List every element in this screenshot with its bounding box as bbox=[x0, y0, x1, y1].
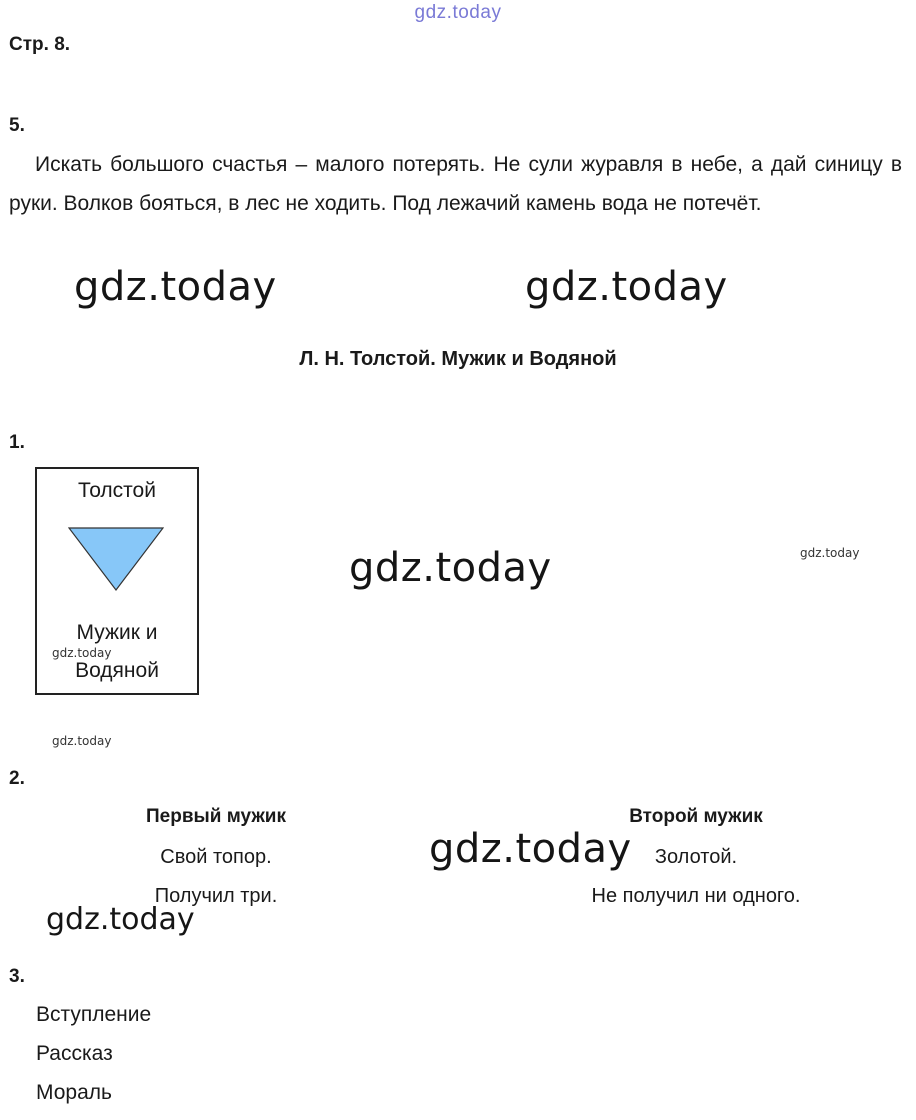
watermark: gdz.today bbox=[525, 264, 728, 310]
list-item: Вступление bbox=[36, 1003, 152, 1026]
triangle-shape bbox=[68, 527, 164, 591]
section-title: Л. Н. Толстой. Мужик и Водяной bbox=[299, 348, 617, 370]
cover-title-line1: Мужик и bbox=[76, 621, 158, 644]
book-cover-model bbox=[35, 467, 199, 695]
column-header-first: Первый мужик bbox=[146, 806, 286, 827]
list-item: Рассказ bbox=[36, 1042, 113, 1065]
watermark-small: gdz.today bbox=[800, 546, 860, 560]
list-item: Мораль bbox=[36, 1081, 112, 1104]
second-row1: Золотой. bbox=[654, 846, 738, 868]
column-header-second: Второй мужик bbox=[629, 806, 763, 827]
page-reference: Стр. 8. bbox=[9, 34, 71, 55]
second-row2: Не получил ни одного. bbox=[591, 885, 801, 907]
task-2-number: 2. bbox=[9, 768, 25, 789]
first-row2: Получил три. bbox=[154, 885, 278, 907]
task-5-paragraph bbox=[9, 145, 902, 223]
watermark: gdz.today bbox=[46, 902, 195, 937]
task-5-number: 5. bbox=[9, 115, 25, 136]
watermark: gdz.today bbox=[349, 545, 552, 591]
watermark: gdz.today bbox=[74, 264, 277, 310]
watermark-small: gdz.today bbox=[52, 734, 112, 748]
watermark-small: gdz.today bbox=[52, 646, 112, 660]
task-1-number: 1. bbox=[9, 432, 25, 453]
watermark: gdz.today bbox=[429, 826, 632, 872]
watermark-top: gdz.today bbox=[414, 2, 502, 23]
task-3-number: 3. bbox=[9, 966, 25, 987]
first-row1: Свой топор. bbox=[160, 846, 272, 868]
cover-author: Толстой bbox=[78, 479, 156, 502]
task-5-text: Искать большого счастья – малого потерять. Не сули журавля в небе, а дай синицу в руки. Волков бояться, в лес не ходить. Под лежачий камень вода не потечёт. bbox=[9, 153, 902, 215]
cover-title-line2: Водяной bbox=[75, 659, 159, 682]
